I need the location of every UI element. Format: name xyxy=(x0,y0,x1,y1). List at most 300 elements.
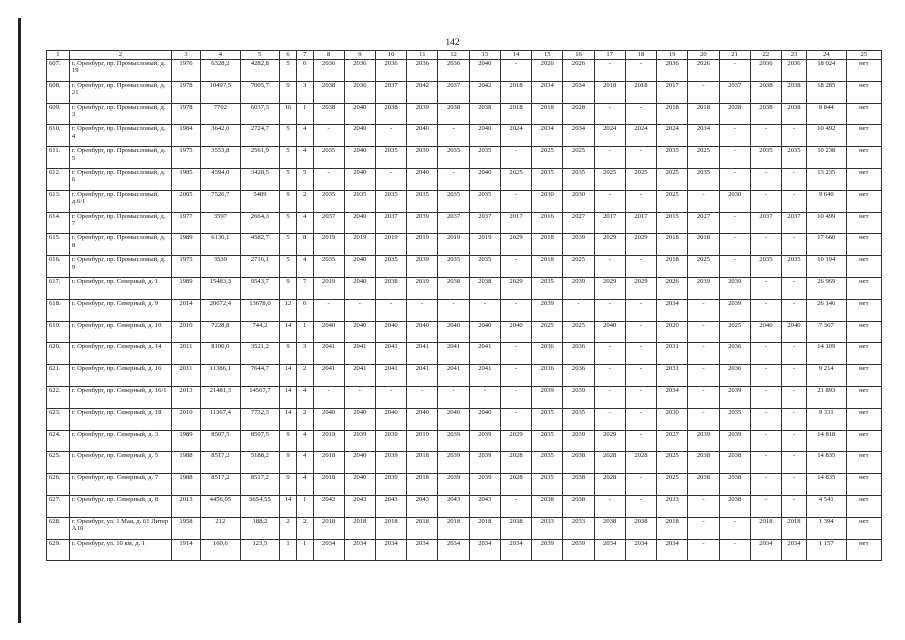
column-header: 3 xyxy=(171,51,200,60)
row-number-cell: 628. xyxy=(47,517,70,539)
table-cell: - xyxy=(313,168,344,190)
table-cell: 2038 xyxy=(313,81,344,103)
table-cell: 2041 xyxy=(469,343,500,365)
table-cell: 2027 xyxy=(688,212,719,234)
table-cell: - xyxy=(625,365,656,387)
table-row xyxy=(47,60,882,82)
table-cell: 2018 xyxy=(688,103,719,125)
table-cell: 2039 xyxy=(407,103,438,125)
table-cell: 2035 xyxy=(438,147,469,169)
column-header: 22 xyxy=(750,51,781,60)
table-cell: 1 xyxy=(296,321,313,343)
table-row xyxy=(47,256,882,278)
table-cell: 4 xyxy=(296,386,313,408)
address-cell: г. Оренбург, пр. Промысловый, д. 6 xyxy=(69,168,171,190)
column-header: 13 xyxy=(469,51,500,60)
table-cell: 2035 xyxy=(782,147,807,169)
table-cell: 2018 xyxy=(375,517,406,539)
table-cell: 2040 xyxy=(407,408,438,430)
column-header: 20 xyxy=(688,51,719,60)
table-cell: 2034 xyxy=(782,539,807,561)
table-cell: 2040 xyxy=(469,125,500,147)
table-cell: 20672,4 xyxy=(201,299,241,321)
table-cell: - xyxy=(688,386,719,408)
column-header: 16 xyxy=(563,51,594,60)
table-cell: 2036 xyxy=(750,60,781,82)
table-cell: 2040 xyxy=(469,321,500,343)
row-number-cell: 616. xyxy=(47,256,70,278)
table-cell: 2036 xyxy=(719,343,750,365)
table-cell: - xyxy=(625,147,656,169)
table-cell: - xyxy=(625,103,656,125)
table-cell: 2037 xyxy=(375,81,406,103)
table-cell: 2034 xyxy=(750,539,781,561)
table-cell: - xyxy=(688,81,719,103)
table-cell: 2039 xyxy=(469,430,500,452)
table-cell: 2010 xyxy=(171,321,200,343)
row-number-cell: 617. xyxy=(47,277,70,299)
address-cell: г. Оренбург, пр. Северный, д. 16/1 xyxy=(69,386,171,408)
table-cell: 2040 xyxy=(375,408,406,430)
table-cell: 1976 xyxy=(171,60,200,82)
table-cell: 9 214 xyxy=(807,365,847,387)
table-cell: 2 xyxy=(280,517,297,539)
table-cell: 2028 xyxy=(563,103,594,125)
table-cell: 2036 xyxy=(532,365,563,387)
table-row xyxy=(47,386,882,408)
table-cell: 5 xyxy=(280,147,297,169)
table-cell: 8517,2 xyxy=(201,452,241,474)
table-cell: - xyxy=(594,365,625,387)
table-cell: - xyxy=(500,408,531,430)
table-cell: нет xyxy=(846,495,881,517)
table-cell: 2035 xyxy=(407,190,438,212)
table-cell: - xyxy=(500,495,531,517)
table-cell: 2025 xyxy=(532,147,563,169)
table-cell: 2031 xyxy=(657,365,688,387)
row-number-cell: 626. xyxy=(47,474,70,496)
table-cell: 2040 xyxy=(750,321,781,343)
table-cell: 2029 xyxy=(594,430,625,452)
table-cell: - xyxy=(750,234,781,256)
table-cell: 2035 xyxy=(750,147,781,169)
table-cell: 2035 xyxy=(469,256,500,278)
table-cell: 2017 xyxy=(500,212,531,234)
table-cell: 2029 xyxy=(594,234,625,256)
table-cell: 2038 xyxy=(469,103,500,125)
table-cell: 2035 xyxy=(469,190,500,212)
row-number-cell: 625. xyxy=(47,452,70,474)
table-cell: 2039 xyxy=(407,256,438,278)
table-cell: 8507,5 xyxy=(201,430,241,452)
table-cell: 3428,5 xyxy=(240,168,280,190)
table-cell: 2018 xyxy=(782,517,807,539)
table-cell: 2038 xyxy=(375,103,406,125)
table-cell: - xyxy=(625,386,656,408)
table-cell: - xyxy=(594,147,625,169)
table-cell: 2035 xyxy=(532,430,563,452)
table-cell: 2013 xyxy=(171,386,200,408)
page-number: 142 xyxy=(445,38,460,48)
table-cell: - xyxy=(750,386,781,408)
table-cell: 11386,1 xyxy=(201,365,241,387)
table-cell: 2037 xyxy=(782,212,807,234)
table-cell: - xyxy=(625,474,656,496)
table-cell: 2018 xyxy=(594,81,625,103)
table-cell: 5 xyxy=(280,125,297,147)
table-cell: 2 xyxy=(296,190,313,212)
table-cell: 2042 xyxy=(469,81,500,103)
table-cell: 2028 xyxy=(594,474,625,496)
table-cell: 1984 xyxy=(171,125,200,147)
table-cell: 2029 xyxy=(500,277,531,299)
table-cell: - xyxy=(750,168,781,190)
table-cell: 5 xyxy=(280,256,297,278)
table-cell: - xyxy=(688,321,719,343)
table-cell: 2029 xyxy=(500,430,531,452)
table-cell: - xyxy=(438,125,469,147)
column-header: 19 xyxy=(657,51,688,60)
table-cell: - xyxy=(344,299,375,321)
table-cell: 2035 xyxy=(750,256,781,278)
table-cell: 2724,7 xyxy=(240,125,280,147)
row-number-cell: 629. xyxy=(47,539,70,561)
table-cell: 2018 xyxy=(344,517,375,539)
table-cell: нет xyxy=(846,539,881,561)
table-cell: 1985 xyxy=(171,168,200,190)
table-cell: 14 109 xyxy=(807,343,847,365)
table-cell: 6130,1 xyxy=(201,234,241,256)
table-cell: 2018 xyxy=(657,234,688,256)
table-cell: 5489 xyxy=(240,190,280,212)
table-row xyxy=(47,190,882,212)
table-cell: 2017 xyxy=(594,212,625,234)
table-cell: 2039 xyxy=(719,277,750,299)
table-cell: 2037 xyxy=(375,212,406,234)
table-cell: 2036 xyxy=(344,60,375,82)
table-cell: нет xyxy=(846,81,881,103)
table-cell: 2039 xyxy=(532,299,563,321)
table-cell: 2018 xyxy=(657,517,688,539)
table-cell: 2039 xyxy=(719,386,750,408)
table-row xyxy=(47,430,882,452)
table-cell: 18 285 xyxy=(807,81,847,103)
table-cell: 2036 xyxy=(782,60,807,82)
column-header: 17 xyxy=(594,51,625,60)
table-cell: - xyxy=(594,495,625,517)
table-cell: - xyxy=(594,190,625,212)
table-cell: 2041 xyxy=(438,365,469,387)
address-cell: г. Оренбург, пр. Северный, д. 3 xyxy=(69,430,171,452)
address-cell: г. Оренбург, ул. 10 км, д. 1 xyxy=(69,539,171,561)
table-cell: 2034 xyxy=(657,539,688,561)
table-cell: - xyxy=(782,125,807,147)
row-number-cell: 608. xyxy=(47,81,70,103)
table-cell: 2018 xyxy=(532,103,563,125)
table-cell: 2029 xyxy=(500,234,531,256)
table-cell: 1977 xyxy=(171,212,200,234)
table-cell: 2038 xyxy=(782,81,807,103)
table-cell: 2035 xyxy=(375,190,406,212)
table-cell: 7702 xyxy=(201,103,241,125)
table-cell: 4 xyxy=(296,212,313,234)
table-cell: 2017 xyxy=(657,81,688,103)
table-cell: 2034 xyxy=(594,539,625,561)
table-cell: 2035 xyxy=(438,256,469,278)
table-cell: 3539 xyxy=(201,256,241,278)
table-cell: 2039 xyxy=(344,430,375,452)
table-row xyxy=(47,81,882,103)
table-cell: 8 844 xyxy=(807,103,847,125)
address-cell: г. Оренбург, пр. Северный, д. 8 xyxy=(69,495,171,517)
table-cell: 2018 xyxy=(532,234,563,256)
table-cell: - xyxy=(500,190,531,212)
table-cell: 2039 xyxy=(375,430,406,452)
table-cell: 9 640 xyxy=(807,190,847,212)
table-cell: 2040 xyxy=(407,125,438,147)
table-cell: 160,6 xyxy=(201,539,241,561)
table-cell: 2018 xyxy=(407,517,438,539)
table-cell: 2018 xyxy=(625,81,656,103)
table-cell: 2038 xyxy=(594,517,625,539)
column-header: 5 xyxy=(240,51,280,60)
table-cell: 3642,0 xyxy=(201,125,241,147)
table-cell: 2039 xyxy=(407,147,438,169)
table-cell: 2038 xyxy=(438,277,469,299)
table-cell: 14567,7 xyxy=(240,386,280,408)
row-number-cell: 610. xyxy=(47,125,70,147)
table-cell: 9 xyxy=(280,474,297,496)
table-cell: 5188,2 xyxy=(240,452,280,474)
table-cell: 2034 xyxy=(532,81,563,103)
table-cell: 6328,2 xyxy=(201,60,241,82)
table-cell: 2040 xyxy=(594,321,625,343)
table-cell: 2035 xyxy=(438,190,469,212)
table-cell: 17 660 xyxy=(807,234,847,256)
table-cell: 212 xyxy=(201,517,241,539)
table-cell: 2034 xyxy=(500,539,531,561)
table-cell: 2025 xyxy=(719,321,750,343)
table-cell: 2035 xyxy=(313,256,344,278)
table-cell: 14 xyxy=(280,321,297,343)
table-cell: 2035 xyxy=(532,452,563,474)
table-cell: - xyxy=(750,125,781,147)
row-number-cell: 627. xyxy=(47,495,70,517)
table-cell: - xyxy=(438,386,469,408)
table-cell: 2038 xyxy=(719,474,750,496)
table-cell: 2025 xyxy=(657,168,688,190)
table-cell: 2029 xyxy=(594,277,625,299)
table-cell: - xyxy=(625,299,656,321)
table-cell: 7732,3 xyxy=(240,408,280,430)
table-cell: 2039 xyxy=(375,452,406,474)
table-cell: нет xyxy=(846,517,881,539)
table-cell: - xyxy=(782,299,807,321)
table-cell: - xyxy=(782,365,807,387)
table-cell: 1914 xyxy=(171,539,200,561)
table-cell: - xyxy=(625,343,656,365)
column-number-row xyxy=(47,51,882,60)
table-cell: 2025 xyxy=(688,147,719,169)
table-cell: - xyxy=(688,299,719,321)
table-cell: 2040 xyxy=(344,452,375,474)
table-cell: 2040 xyxy=(344,168,375,190)
table-cell: 2664,3 xyxy=(240,212,280,234)
table-cell: 2036 xyxy=(657,60,688,82)
address-cell: г. Оренбург, пр. Северный, д. 16 xyxy=(69,365,171,387)
table-cell: нет xyxy=(846,190,881,212)
table-cell: 2039 xyxy=(563,430,594,452)
table-cell: 2038 xyxy=(625,517,656,539)
row-number-cell: 614. xyxy=(47,212,70,234)
table-cell: 7005,7 xyxy=(240,81,280,103)
table-cell: - xyxy=(500,299,531,321)
table-cell: 2034 xyxy=(563,125,594,147)
table-cell: 12 xyxy=(280,299,297,321)
table-cell: 3 xyxy=(296,81,313,103)
table-cell: 9 xyxy=(280,190,297,212)
table-cell: 2043 xyxy=(438,495,469,517)
table-cell: 2036 xyxy=(532,343,563,365)
table-cell: 2038 xyxy=(563,452,594,474)
table-cell: нет xyxy=(846,430,881,452)
table-cell: 21 893 xyxy=(807,386,847,408)
table-cell: 2039 xyxy=(563,277,594,299)
table-cell: 2043 xyxy=(313,495,344,517)
table-cell: 7526,7 xyxy=(201,190,241,212)
table-cell: 8517,2 xyxy=(240,474,280,496)
table-cell: - xyxy=(313,125,344,147)
table-cell: 123,5 xyxy=(240,539,280,561)
table-cell: 2029 xyxy=(625,277,656,299)
table-cell: - xyxy=(688,539,719,561)
column-header: 7 xyxy=(296,51,313,60)
table-cell: - xyxy=(500,365,531,387)
table-cell: 2019 xyxy=(313,277,344,299)
table-cell: 2041 xyxy=(344,365,375,387)
table-row xyxy=(47,539,882,561)
table-cell: - xyxy=(750,474,781,496)
table-cell: нет xyxy=(846,212,881,234)
table-cell: 2040 xyxy=(469,168,500,190)
table-row xyxy=(47,147,882,169)
table-cell: - xyxy=(719,539,750,561)
table-cell: - xyxy=(719,60,750,82)
table-cell: - xyxy=(782,277,807,299)
table-cell: - xyxy=(594,256,625,278)
table-cell: 9 xyxy=(280,277,297,299)
table-cell: 2018 xyxy=(313,517,344,539)
table-cell: 2041 xyxy=(375,343,406,365)
table-row xyxy=(47,277,882,299)
table-cell: 2038 xyxy=(375,277,406,299)
table-cell: 2039 xyxy=(563,386,594,408)
table-cell: - xyxy=(782,430,807,452)
table-cell: нет xyxy=(846,256,881,278)
table-cell: 14 xyxy=(280,386,297,408)
table-cell: - xyxy=(782,474,807,496)
table-row xyxy=(47,321,882,343)
table-cell: 2034 xyxy=(657,299,688,321)
column-header: 10 xyxy=(375,51,406,60)
table-cell: 8100,0 xyxy=(201,343,241,365)
table-cell: нет xyxy=(846,168,881,190)
table-cell: 13 235 xyxy=(807,168,847,190)
table-cell: 2025 xyxy=(563,321,594,343)
table-cell: 2026 xyxy=(657,277,688,299)
table-cell: 1 xyxy=(296,539,313,561)
table-cell: - xyxy=(594,386,625,408)
table-cell: 2027 xyxy=(563,212,594,234)
table-cell: 2041 xyxy=(375,365,406,387)
table-cell: 2 xyxy=(296,408,313,430)
table-cell: 2027 xyxy=(657,430,688,452)
table-cell: 2040 xyxy=(469,408,500,430)
table-row xyxy=(47,517,882,539)
table-row xyxy=(47,299,882,321)
table-cell: 1958 xyxy=(171,517,200,539)
table-cell: 2034 xyxy=(532,125,563,147)
table-cell: 2018 xyxy=(657,103,688,125)
table-cell: 2039 xyxy=(719,299,750,321)
table-cell: 2018 xyxy=(532,256,563,278)
row-number-cell: 623. xyxy=(47,408,70,430)
table-cell: 2035 xyxy=(532,474,563,496)
table-cell: 1978 xyxy=(171,81,200,103)
table-cell: 2040 xyxy=(313,408,344,430)
address-cell: г. Оренбург, ул. 1 Мая, д. 61 Литер А10 xyxy=(69,517,171,539)
address-cell: г. Оренбург, пр. Промысловый, д. 5 xyxy=(69,147,171,169)
table-cell: 4282,8 xyxy=(240,60,280,82)
table-cell: 2035 xyxy=(375,256,406,278)
table-cell: 26 969 xyxy=(807,277,847,299)
table-cell: нет xyxy=(846,452,881,474)
table-cell: 2038 xyxy=(782,103,807,125)
table-cell: нет xyxy=(846,386,881,408)
column-header: 23 xyxy=(782,51,807,60)
table-cell: 2011 xyxy=(171,365,200,387)
table-cell: 2040 xyxy=(438,321,469,343)
table-cell: 2039 xyxy=(438,474,469,496)
table-cell: 2018 xyxy=(500,81,531,103)
table-cell: 2039 xyxy=(563,234,594,256)
table-cell: 14 835 xyxy=(807,452,847,474)
table-cell: нет xyxy=(846,321,881,343)
table-cell: 2013 xyxy=(171,495,200,517)
table-cell: - xyxy=(625,430,656,452)
table-body xyxy=(47,60,882,561)
row-number-cell: 607. xyxy=(47,60,70,82)
table-cell: - xyxy=(750,430,781,452)
table-row xyxy=(47,495,882,517)
table-cell: 2041 xyxy=(407,343,438,365)
table-cell: - xyxy=(688,517,719,539)
table-cell: - xyxy=(782,190,807,212)
table-row xyxy=(47,234,882,256)
table-cell: 2025 xyxy=(563,256,594,278)
table-cell: 2034 xyxy=(688,125,719,147)
address-cell: г. Оренбург, пр. Северный, д. 7 xyxy=(69,474,171,496)
table-cell: 2043 xyxy=(469,495,500,517)
table-cell: 2038 xyxy=(750,81,781,103)
table-cell: 2039 xyxy=(688,277,719,299)
table-cell: 2037 xyxy=(719,81,750,103)
table-cell: 2018 xyxy=(657,256,688,278)
table-cell: 2029 xyxy=(625,234,656,256)
table-cell: 2020 xyxy=(657,321,688,343)
table-cell: - xyxy=(469,299,500,321)
table-cell: 2010 xyxy=(171,408,200,430)
